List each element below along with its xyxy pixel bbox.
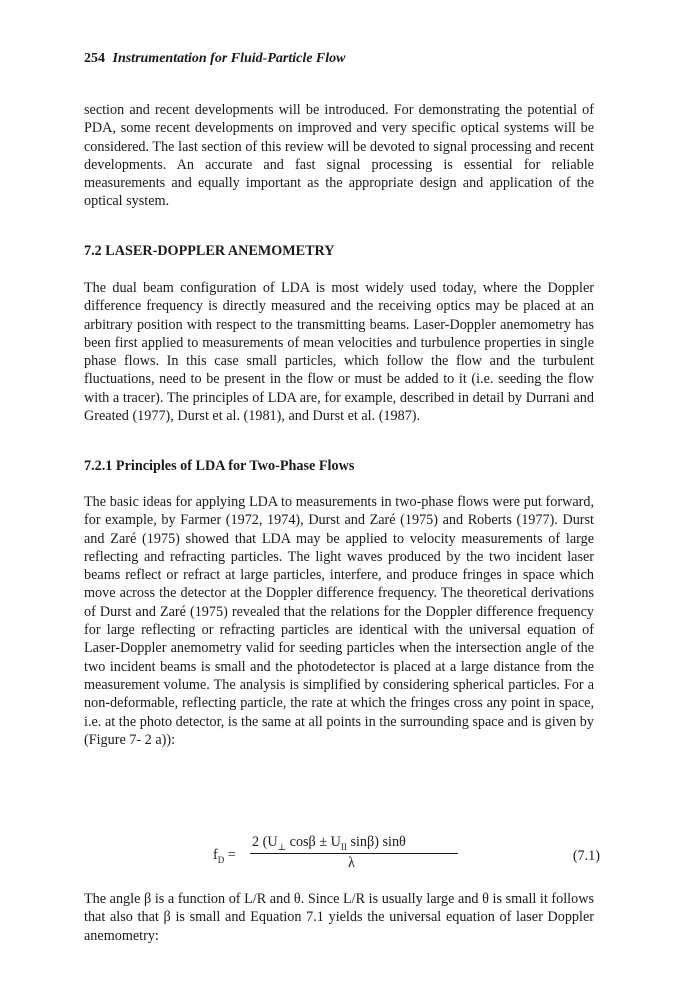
section-7-2-paragraph: The dual beam configuration of LDA is most widely used today, where the Doppler difference frequency is directly measured and the receiving optics may be placed at an arbitrary position with respect to the transmitting beams. Laser-Doppler anemometry has been first applied to measurements of mean velocities and turbulence properties in single phase flows. In this case small particles, which follow the flow and the turbulent fluctuations, need to be present in the flow or must be added to it (i.e. seeding the flow with a tracer). The principles of LDA are, for example, described in detail by Durrani and Greated (1977), Durst et al. (1981), and Durst et al. (1987). [84, 280, 594, 425]
book-title: Instrumentation for Fluid-Particle Flow [112, 51, 346, 66]
section-heading-7-2: 7.2 LASER-DOPPLER ANEMOMETRY [84, 243, 335, 259]
equation-denominator: λ [348, 855, 355, 871]
equation-7-1 [200, 834, 600, 878]
page-number: 254 [84, 51, 105, 66]
intro-paragraph: section and recent developments will be introduced. For demonstrating the potential of PDA, some recent developments on improved and very specific optical systems will be considered. The last section of this review will be devoted to signal processing and recent developments. An accurate and fast signal processing is essential for reliable measurements and equally important as the appropriate design and application of the optical system. [84, 102, 594, 210]
equation-number: (7.1) [572, 848, 600, 864]
section-heading-7-2-1: 7.2.1 Principles of LDA for Two-Phase Flows [84, 458, 355, 474]
equation-lhs: $f_D$ = [213, 847, 236, 865]
equation-numerator: 2 ($U_\perp$ $\cos\beta \pm U_{II}$ sinβ) sinθ [252, 834, 406, 852]
section-7-2-1-paragraph: The basic ideas for applying LDA to measurements in two-phase flows were put forward, for example, by Farmer (1972, 1974), Durst and Zaré (1975) and Roberts (1977). Durst and Zaré (1975) showed that LDA may be applied to velocity measurements of large reflecting and refracting particles. The light waves produced by the two incident laser beams reflect or refract at large particles, interfere, and produce fringes in space which move across the detector at the Doppler difference frequency. The theoretical derivations of Durst and Zaré (1975) revealed that the relations for the Doppler difference frequency for large reflecting or refracting particles are identical with the universal equation of Laser-Doppler anemometry valid for seeding particles when the intersection angle of the two incident beams is small and the photodetector is placed at a large distance from the measurement volume. The analysis is simplified by considering spherical particles. For a non-deformable, reflecting particle, the rate at which the fringes cross any point in space, i.e. at the photo detector, is the same at all points in the surrounding space and is given by (Figure 7- 2 a)): [84, 494, 594, 748]
running-head [84, 51, 346, 67]
fraction-bar [250, 853, 458, 854]
closing-paragraph: The angle β is a function of L/R and θ. Since L/R is usually large and θ is small it follows that also that β is small and Equation 7.1 yields the universal equation of laser Doppler anemometry: [84, 891, 594, 944]
